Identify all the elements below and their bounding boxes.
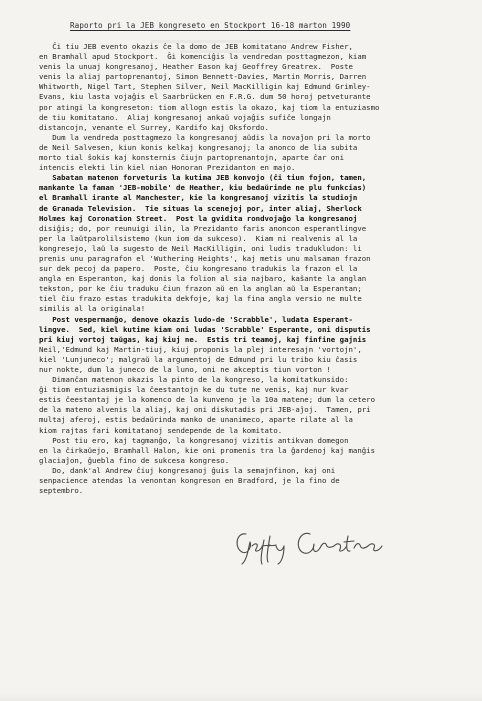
- text-line: similis al la originala!: [39, 304, 146, 314]
- text-line: estis ĉeestantaj je la komenco de la kunveno je la 10a matene; dum la cetero: [39, 395, 376, 405]
- text-line: disiĝis; do, por reunuigi ilin, la Prezidanto faris anoncon esperantlingve: [39, 223, 367, 233]
- text-line: Neil,'Edmund kaj Martin-tiuj, kiuj proponis la plej interesajn 'vortojn',: [39, 344, 362, 354]
- text-line: en Bramhall apud Stockport. Ĝi komenciĝis la vendredan posttagmezon, kiam: [39, 52, 367, 62]
- text-line: tekston, por ke ĉiu traduku ĉiun frazon aŭ en la anglan aŭ la Esperantan;: [39, 284, 362, 294]
- text-line: intencis elekti lin kiel nian Honoran Prezidanton en majo.: [39, 163, 296, 173]
- text-line: Post tiu ero, kaj tagmanĝo, la kongresanoj vizitis antikvan domegon: [39, 435, 349, 445]
- text-line: kiel 'Lunjuneco'; malgraŭ la argumentoj de Edmund pri lu tribo kiu ĉasis: [39, 354, 358, 364]
- text-line: Sabatan matenon forveturis la kutima JEB konvojo (ĉi tiun fojon, tamen,: [39, 173, 367, 183]
- text-line: por atingi la kongreseton: tiom allogn estis la okazo, kaj tiom la entuziasmo: [39, 102, 380, 112]
- text-line: en la ĉirkaŭejo, Bramhall Halon, kie oni promenis tra la ĝardenoj kaj manĝis: [39, 445, 376, 455]
- text-line: morto tial ŝokis kaj konsternis ĉiujn partoprenantojn, aparte ĉar oni: [39, 153, 345, 163]
- text-line: el Bramhall irante al Manchester, kie la kongresanoj vizitis la studiojn: [39, 193, 358, 203]
- text-line: nur nokte, dum la juneco de la luno, oni ne akceptis tiun vorton !: [39, 365, 331, 374]
- text-line: Evans, kiu lasta vojaĝis el Saarbrücken en F.R.G. dum 50 horoj petveturante: [39, 92, 371, 102]
- text-line: Dum la vendreda posttagmezo la kongresanoj aŭdis la novaĵon pri la morto: [39, 132, 371, 142]
- text-line: senpacience atendas la venontan kongreson en Bradford, je la fino de: [39, 476, 340, 486]
- text-line: distancojn, venante el Surrey, Kardifo kaj Oksfordo.: [39, 122, 269, 132]
- handwritten-signature: [232, 526, 390, 566]
- text-line: multaj aferoj, estis bedaŭrinda manko de unanimeco, aparte rilate al la: [39, 415, 353, 425]
- text-line: pri kiuj vortoj taŭgas, kaj kiuj ne. Estis tri teamoj, kaj finfine gajnis: [39, 334, 367, 344]
- text-line: Ĉi tiu JEB evento okazis ĉe la domo de JEB komitatano Andrew Fisher,: [39, 42, 353, 51]
- text-line: Do, dank'al Andrew ĉiuj kongresanoj ĝuis la semajnfinon, kaj oni: [39, 465, 336, 475]
- text-line: prenis unu paragrafon el 'Wuthering Heights', kaj metis unu malsaman frazon: [39, 253, 371, 263]
- text-line: ĝi tiom entuziasmigis la ĉeestantojn ke du tute ne venis, kaj nur kvar: [39, 385, 349, 395]
- text-line: Holmes kaj Coronation Street. Post la gvidita rondvojaĝo la kongresanoj: [39, 213, 358, 223]
- text-line: glaciaĵon, ĝuebla fino de sukcesa kongreso.: [39, 455, 230, 465]
- text-line: mankante la faman 'JEB-mobile' de Heather, kiu bedaŭrinde ne plu funkcias): [39, 183, 367, 193]
- text-line: kiom rajtas fari komitatanoj sendepende de la komitato.: [39, 425, 283, 435]
- text-line: de la mateno alvenis la aliaj, kaj oni diskutadis pri JEB-aĵoj. Tamen, pri: [39, 405, 371, 415]
- text-line: de Granada Television. Tie situas la scenejoj por, inter aliaj, Sherlock: [39, 203, 362, 213]
- text-line: lingve. Sed, kiel kutime kiam oni ludas 'Scrabble' Esperante, oni disputis: [39, 324, 371, 334]
- text-line: venis la unuaj kongresanoj, Heather Eason kaj Geoffrey Greatrex. Poste: [39, 62, 353, 72]
- text-line: kongresejo, laŭ la sugesto de Neil MacKilligin, oni ludis tradukludon: li: [39, 243, 362, 253]
- text-line: sur dek pecoj da papero. Poste, ĉiu kongresano tradukis la frazon el la: [39, 264, 358, 274]
- report-body: [39, 42, 469, 496]
- text-line: tiel ĉiu frazo estas tradukita dekfoje, kaj la fina angla versio ne multe: [39, 294, 362, 304]
- paper-bottom-edge: [0, 693, 482, 701]
- text-line: Whitworth, Nigel Tart, Stephen Silver, Neil MacKilligin kaj Edmund Grimley-: [39, 82, 371, 92]
- text-line: angla en Esperanton, kaj donis la folion al sia najbaro, kaŝante la anglan: [39, 274, 367, 284]
- text-line: septembro.: [39, 486, 84, 496]
- text-line: per la laŭtparolilsistemo (kun iom da sukceso). Kiam ni realvenis al la: [39, 233, 358, 243]
- report-title: Raporto pri la JEB kongreseto en Stockport 16-18 marton 1990: [70, 21, 351, 30]
- text-line: de Neil Salvesen, kiun konis kelkaj kongresanoj; la anonco de lia subita: [39, 142, 358, 152]
- text-line: Dimanĉan matenon okazis la pinto de la kongreso, la komitatkunsido:: [39, 375, 349, 385]
- text-line: de tiu komitatano. Aliaj kongresanoj ankaŭ vojaĝis sufiĉe longajn: [39, 112, 331, 122]
- text-line: venis la aliaj partoprenantoj, Simon Bennett-Davies, Martin Morris, Darren: [39, 72, 367, 82]
- text-line: Post vespermanĝo, denove okazis ludo-de 'Scrabble', ludata Esperant-: [39, 314, 353, 324]
